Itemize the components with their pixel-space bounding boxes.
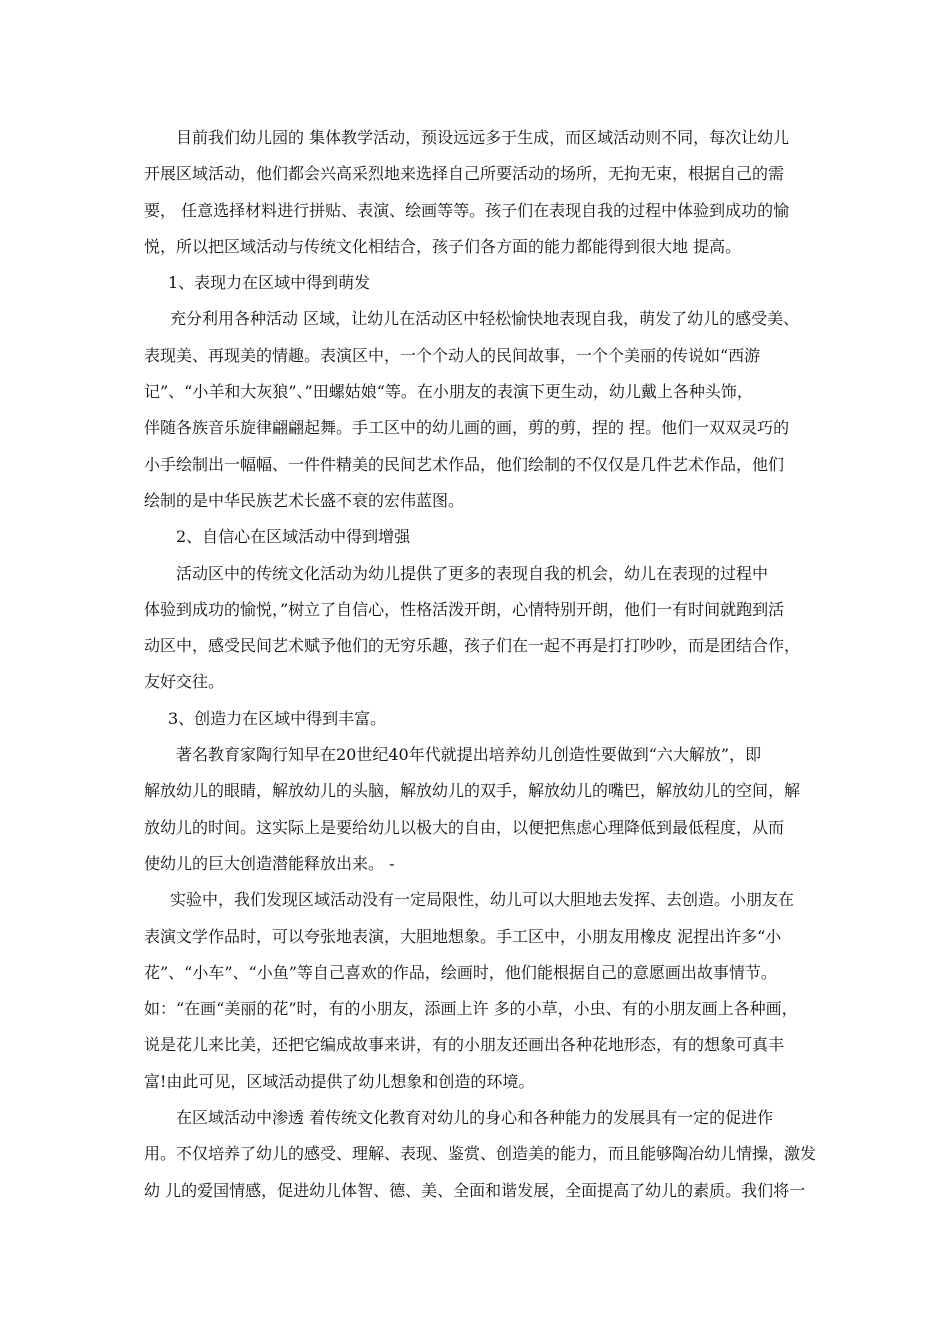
paragraph-line: 记”、“小羊和大灰狼”、”田螺姑娘“等。在小朋友的表演下更生动，幼儿戴上各种头饰，	[144, 382, 753, 402]
paragraph-line: 活动区中的传统文化活动为幼儿提供了更多的表现自我的机会，幼儿在表现的过程中	[176, 563, 769, 583]
paragraph-line: 体验到成功的愉悦，”树立了自信心，性格活泼开朗，心情特别开朗，他们一有时间就跑到活	[144, 599, 785, 619]
paragraph-line: 要， 任意选择材料进行拼贴、表演、绘画等等。孩子们在表现自我的过程中体验到成功的愉	[144, 200, 790, 220]
paragraph-line: 实验中，我们发现区域活动没有一定局限性，幼儿可以大胆地去发挥、去创造。小朋友在	[170, 890, 795, 910]
paragraph-line: 花”、“小车”、“小鱼”等自己喜欢的作品，绘画时，他们能根据自己的意愿画出故事情节。	[144, 962, 777, 982]
paragraph-line: 绘制的是中华民族艺术长盛不衰的宏伟蓝图。	[144, 490, 465, 510]
section-heading: 1、表现力在区域中得到萌发	[168, 273, 371, 293]
paragraph-line: 用。不仅培养了幼儿的感受、理解、表现、鉴赏、创造美的能力，而且能够陶冶幼儿情操，激发	[144, 1144, 817, 1164]
paragraph-line: 小手绘制出一幅幅、一件件精美的民间艺术作品，他们绘制的不仅仅是几件艺术作品，他们	[144, 454, 785, 474]
paragraph-line: 幼 儿的爱国情感，促进幼儿体智、德、美、全面和谐发展，全面提高了幼儿的素质。我们将一	[144, 1180, 806, 1200]
paragraph-line: 友好交往。	[144, 672, 225, 692]
paragraph-line: 表演文学作品时，可以夸张地表演，大胆地想象。手工区中，小朋友用橡皮 泥捏出许多“小	[144, 926, 782, 946]
paragraph-line: 动区中，感受民间艺术赋予他们的无穷乐趣，孩子们在一起不再是打打吵吵，而是团结合作，	[144, 636, 801, 656]
section-heading: 2、自信心在区域活动中得到增强	[176, 527, 411, 547]
document-body	[144, 120, 828, 1209]
paragraph-line: 开展区域活动，他们都会兴高采烈地来选择自己所要活动的场所，无拘无束，根据自己的需	[144, 164, 785, 184]
paragraph-line: 说是花儿来比美，还把它编成故事来讲，有的小朋友还画出各种花地形态，有的想象可真丰	[144, 1035, 785, 1055]
paragraph-line: 伴随各族音乐旋律翩翩起舞。手工区中的幼儿画的画，剪的剪，捏的 捏。他们一双双灵巧的	[144, 418, 790, 438]
paragraph-line: 放幼儿的时间。这实际上是要给幼儿以极大的自由，以便把焦虑心理降低到最低程度，从而	[144, 817, 785, 837]
paragraph-line: 目前我们幼儿园的 集体教学活动，预设远远多于生成，而区域活动则不同，每次让幼儿	[176, 128, 790, 147]
paragraph-line: 在区域活动中渗透 着传统文化教育对幼儿的身心和各种能力的发展具有一定的促进作	[176, 1108, 774, 1128]
paragraph-line: 使幼儿的巨大创造潜能释放出来。 -	[144, 853, 395, 873]
paragraph-line: 充分利用各种活动 区域，让幼儿在活动区中轻松愉快地表现自我，萌发了幼儿的感受美、	[170, 309, 800, 329]
paragraph-line: 解放幼儿的眼睛，解放幼儿的头脑，解放幼儿的双手，解放幼儿的嘴巴，解放幼儿的空间，解	[144, 781, 801, 801]
paragraph-line: 著名教育家陶行知早在20世纪40年代就提出培养幼儿创造性要做到“六大解放”，即	[176, 745, 762, 765]
paragraph-line: 表现美、再现美的情趣。表演区中，一个个动人的民间故事，一个个美丽的传说如“西游	[144, 345, 761, 365]
paragraph-line: 如：“在画“美丽的花”时，有的小朋友，添画上许 多的小草，小虫、有的小朋友画上各种画，	[144, 999, 798, 1019]
section-heading: 3、创造力在区域中得到丰富。	[168, 708, 387, 728]
paragraph-line: 富!由此可见，区域活动提供了幼儿想象和创造的环境。	[144, 1071, 535, 1091]
paragraph-line: 悦，所以把区域活动与传统文化相结合，孩子们各方面的能力都能得到很大地 提高。	[144, 236, 742, 256]
